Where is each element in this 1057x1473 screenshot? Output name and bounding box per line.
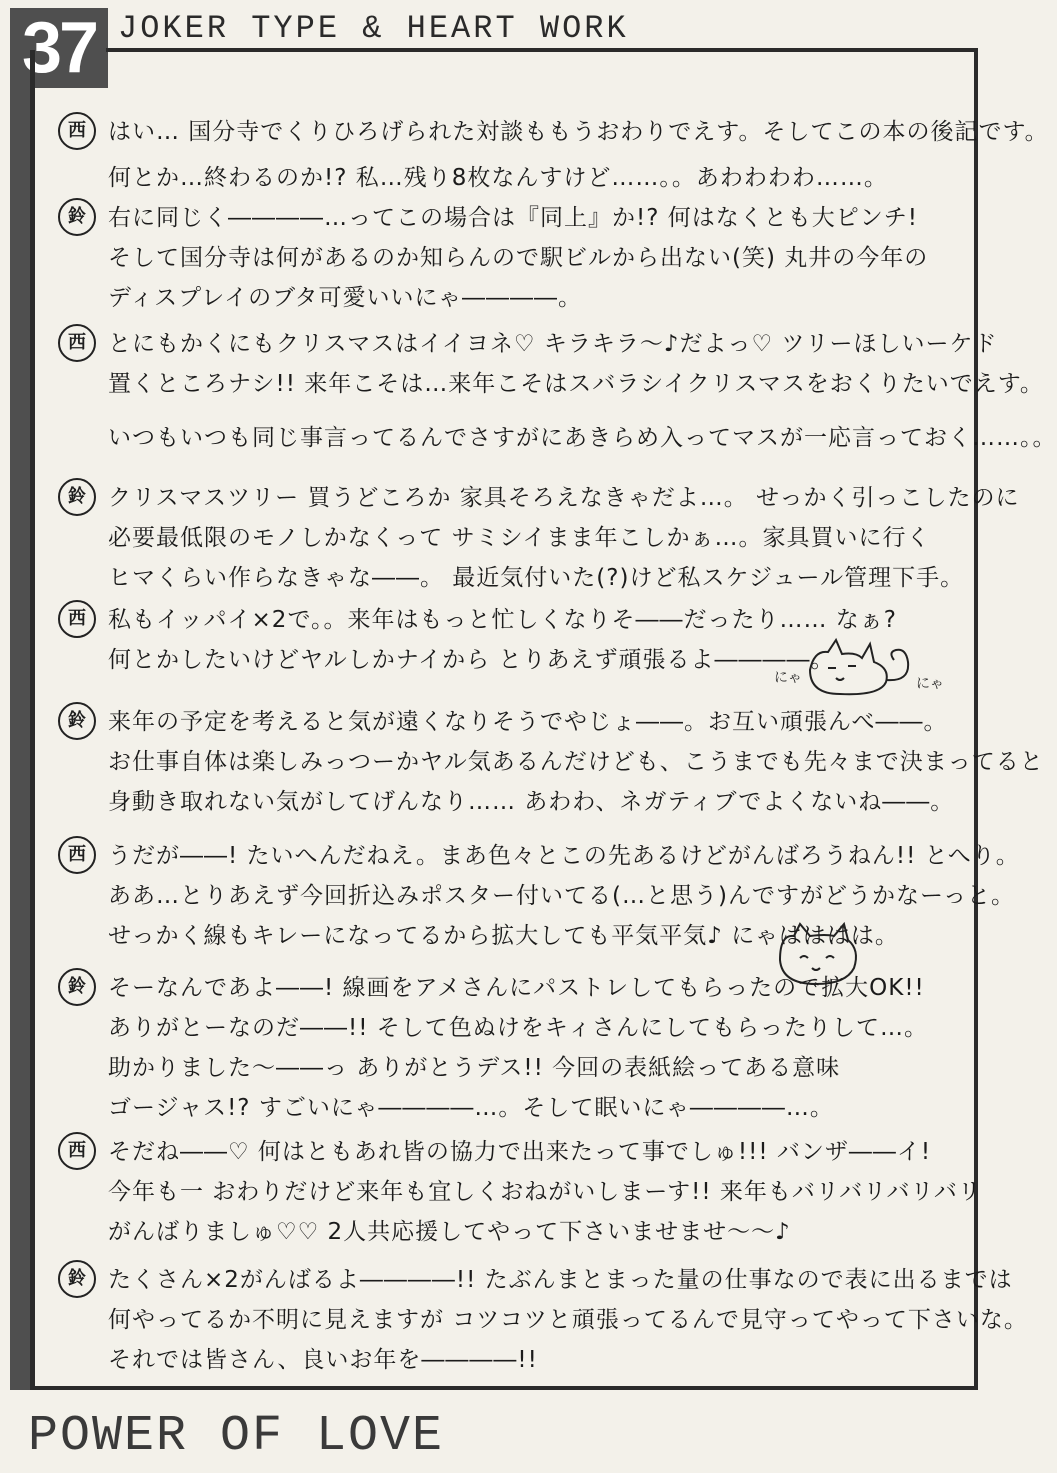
note-line: はい… 国分寺でくりひろげられた対談ももうおわりでえす。そしてこの本の後記です。 [108, 119, 1049, 145]
note-10 [58, 1260, 1028, 1380]
note-line: うだが――! たいへんだねえ。まあ色々とこの先あるけどがんばろうねん!! とへり。 [108, 843, 1020, 869]
speaker-badge: 西 [58, 112, 96, 150]
cat-label: にゃ [916, 676, 944, 692]
note-line: 私もイッパイ×2で。。来年はもっと忙しくなりそ――だったり…… なぁ? [108, 607, 898, 633]
note-9 [58, 1132, 982, 1252]
note-line: ディスプレイのブタ可愛いいにゃ――――。 [108, 285, 583, 311]
note-1 [58, 112, 1049, 198]
note-4 [58, 478, 1020, 598]
note-line: お仕事自体は楽しみっつーかヤル気あるんだけども、こうまでも先々まで決まってると [108, 749, 1044, 775]
note-line: ゴージャス!? すごいにゃ――――…。そして眠いにゃ――――…。 [108, 1095, 834, 1121]
note-line: そーなんであよ――! 線画をアメさんにパストレしてもらったので拡大OK!! [108, 975, 925, 1001]
frame-left-bar [10, 88, 30, 1390]
header-title: JOKER TYPE & HEART WORK [118, 10, 629, 47]
speaker-badge: 西 [58, 600, 96, 638]
note-line: 来年の予定を考えると気が遠くなりそうでやじょ――。お互い頑張んべ――。 [108, 709, 948, 735]
note-8 [58, 968, 963, 1128]
speaker-badge: 西 [58, 324, 96, 362]
cat-label: にゃ [774, 670, 802, 686]
note-line: そだね――♡ 何はともあれ皆の協力で出来たって事でしゅ!!! バンザ――イ! [108, 1139, 932, 1165]
note-line: 置くところナシ!! 来年こそは…来年こそはスバラシイクリスマスをおくりたいでえす。 [108, 371, 1044, 397]
footer-title: POWER OF LOVE [28, 1408, 445, 1465]
note-line: 何とか…終わるのか!? 私…残り8枚なんすけど……。。あわわわわ……。 [108, 165, 888, 191]
note-line: 今年も一 おわりだけど来年も宜しくおねがいしまーす!! 来年もバリバリバリバリ [108, 1179, 982, 1205]
speaker-badge: 鈴 [58, 478, 96, 516]
note-line: 必要最低限のモノしかなくって サミシイまま年こしかぁ…。家具買いに行く [108, 525, 931, 551]
note-line: とにもかくにもクリスマスはイイヨネ♡ キラキラ〜♪だよっ♡ ツリーほしいーケド [108, 331, 998, 357]
note-line: そして国分寺は何があるのか知らんので駅ビルから出ない(笑) 丸井の今年の [108, 245, 929, 271]
note-3 [58, 324, 1057, 458]
speaker-badge: 鈴 [58, 702, 96, 740]
speaker-badge: 鈴 [58, 1260, 96, 1298]
speaker-badge: 西 [58, 836, 96, 874]
speaker-badge: 西 [58, 1132, 96, 1170]
speaker-badge: 鈴 [58, 198, 96, 236]
note-line: がんばりましゅ♡♡ 2人共応援してやって下さいませませ〜〜♪ [108, 1219, 791, 1245]
note-line: ああ…とりあえず今回折込みポスター付いてる(…と思う)んですがどうかなーっと。 [108, 883, 1016, 909]
note-line: せっかく線もキレーになってるから拡大しても平気平気♪ にゃはははは。 [108, 923, 899, 949]
note-line: ありがとーなのだ――!! そして色ぬけをキィさんにしてもらったりして…。 [108, 1015, 929, 1041]
note-line: ヒマくらい作らなきゃな――。 最近気付いた(?)けど私スケジュール管理下手。 [108, 565, 965, 591]
speaker-badge: 鈴 [58, 968, 96, 1006]
note-line: 何やってるか不明に見えますが コツコツと頑張ってるんで見守ってやって下さいな。 [108, 1307, 1028, 1333]
note-line: 何とかしたいけどヤルしかナイから とりあえず頑張るよ――――。 [108, 647, 835, 673]
note-line: 右に同じく――――…ってこの場合は『同上』か!? 何はなくとも大ピンチ! [108, 205, 918, 231]
note-line: いつもいつも同じ事言ってるんでさすがにあきらめ入ってマスが一応言っておく……。。 [108, 425, 1057, 451]
note-line: クリスマスツリー 買うどころか 家具そろえなきゃだよ…。 せっかく引っこしたのに [108, 485, 1020, 511]
note-line: 身動き取れない気がしてげんなり…… あわわ、ネガティブでよくないね――。 [108, 789, 955, 815]
note-line: 助かりました〜――っ ありがとうデス!! 今回の表紙絵ってある意味 [108, 1055, 841, 1081]
cat-doodle-1 [770, 622, 970, 702]
page-number: 37 [10, 8, 108, 88]
note-line: それでは皆さん、良いお年を――――!! [108, 1347, 538, 1373]
note-6 [58, 702, 1044, 822]
note-2 [58, 198, 963, 318]
note-line: たくさん×2がんばるよ――――!! たぶんまとまった量の仕事なので表に出るまでは [108, 1267, 1013, 1293]
